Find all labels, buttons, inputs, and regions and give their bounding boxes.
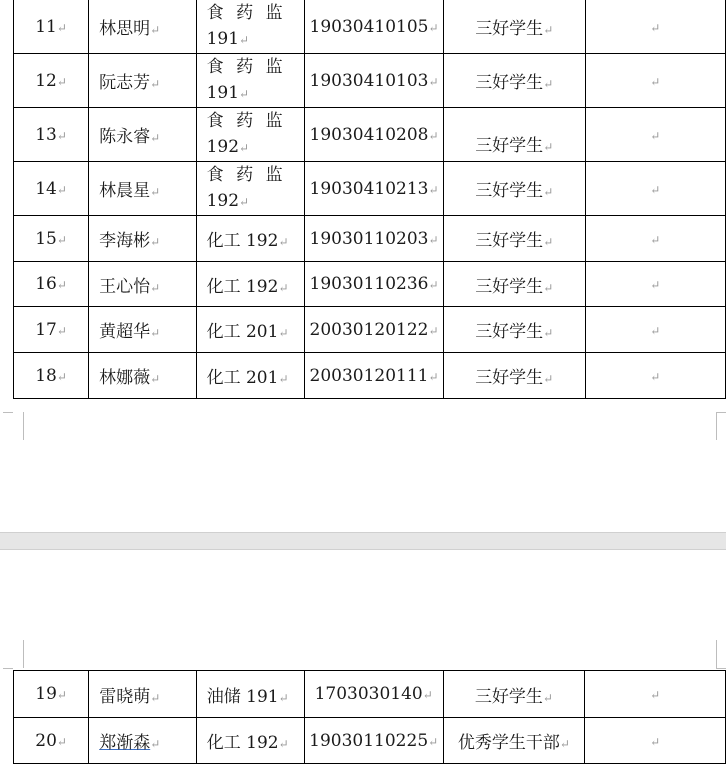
student-id: 19030410208 [309,124,429,145]
row-number: 12 [35,70,57,91]
student-name: 黄超华 [99,322,151,342]
class-name: 化工 201 [206,368,279,388]
paragraph-mark: ↵ [428,20,439,35]
row-number: 14 [35,178,57,199]
cell-name[interactable] [89,108,196,162]
award-title: 三好学生 [475,322,544,342]
student-id: 19030110236 [309,274,429,294]
class-char: 食 [206,111,224,131]
table-row [14,307,726,353]
cell-class[interactable] [196,162,305,216]
paragraph-mark: ↵ [239,87,250,101]
paragraph-mark: ↵ [150,372,161,386]
class-number: 192 [206,191,240,211]
student-id: 19030410103 [309,70,429,91]
class-char: 药 [236,57,254,77]
table-row [14,0,726,54]
paragraph-mark: ↵ [150,326,161,340]
paragraph-mark: ↵ [543,140,554,154]
award-title: 三好学生 [475,231,544,251]
cell-no[interactable] [14,108,89,162]
cell-note[interactable] [585,671,726,718]
cell-class[interactable] [196,262,305,307]
paragraph-mark: ↵ [543,326,554,340]
margin-corner-mark [13,412,24,440]
paragraph-mark: ↵ [543,77,554,91]
margin-corner-mark [3,412,13,413]
cell-student-id[interactable] [304,718,443,764]
cell-student-id[interactable] [305,108,444,162]
student-name: 郑渐森 [99,733,151,753]
row-number: 13 [35,124,57,145]
paragraph-mark: ↵ [543,185,554,199]
cell-name[interactable] [89,353,196,399]
cell-class[interactable] [196,671,304,718]
student-id: 19030110225 [309,730,429,751]
cell-class[interactable] [196,353,305,399]
margin-corner-mark [3,668,13,669]
cell-note[interactable] [585,307,726,353]
paragraph-mark: ↵ [239,33,250,47]
student-id: 20030120111 [309,365,429,386]
cell-no[interactable] [14,353,89,399]
award-title: 优秀学生干部 [457,733,560,753]
row-number: 16 [35,274,57,294]
award-title: 三好学生 [474,686,543,707]
cell-note[interactable] [585,162,726,216]
award-title: 三好学生 [475,181,544,201]
paragraph-mark: ↵ [150,737,161,751]
paragraph-mark: ↵ [543,372,554,386]
table-row [14,718,726,764]
cell-note[interactable] [585,108,726,162]
table-row [14,54,726,108]
cell-class[interactable] [196,718,304,764]
cell-name[interactable] [89,0,196,54]
paragraph-mark: ↵ [650,182,661,197]
student-name: 雷晓萌 [99,686,151,707]
cell-note[interactable] [585,718,726,764]
cell-name[interactable] [89,262,196,307]
paragraph-mark: ↵ [428,734,439,749]
award-title: 三好学生 [475,276,544,297]
margin-corner-mark [716,640,726,668]
student-name: 王心怡 [99,276,151,297]
paragraph-mark: ↵ [239,195,250,209]
paragraph-mark: ↵ [428,74,439,89]
cell-note[interactable] [585,353,726,399]
cell-name[interactable] [89,54,196,108]
cell-award[interactable] [443,718,585,764]
student-id: 19030410105 [309,16,429,37]
paragraph-mark: ↵ [56,128,67,143]
table-row [14,353,726,399]
cell-no[interactable] [14,262,89,307]
award-table-bottom [13,670,726,764]
paragraph-mark: ↵ [650,128,661,143]
row-number: 15 [35,228,57,249]
student-name: 林晨星 [99,181,151,201]
cell-class[interactable] [196,108,305,162]
cell-no[interactable] [14,671,89,718]
student-name: 林思明 [99,19,151,39]
student-id: 19030410213 [309,178,429,199]
paragraph-mark: ↵ [428,232,439,247]
paragraph-mark: ↵ [56,688,67,702]
paragraph-mark: ↵ [428,369,439,384]
paragraph-mark: ↵ [150,690,161,705]
class-char: 药 [236,3,254,23]
paragraph-mark: ↵ [650,323,661,338]
award-title: 三好学生 [475,136,544,156]
cell-award[interactable] [443,262,585,307]
cell-class[interactable] [196,216,305,262]
row-number: 20 [35,730,57,751]
paragraph-mark: ↵ [56,20,67,35]
cell-no[interactable] [14,216,89,262]
paragraph-mark: ↵ [428,128,439,143]
paragraph-mark: ↵ [56,182,67,197]
cell-class[interactable] [196,0,305,54]
paragraph-mark: ↵ [422,688,433,702]
paragraph-mark: ↵ [56,369,67,384]
cell-student-id[interactable] [305,54,444,108]
cell-note[interactable] [585,216,726,262]
table-row [14,262,726,307]
document-page-bottom [0,550,726,767]
paragraph-mark: ↵ [278,235,289,249]
table-row [14,108,726,162]
award-title: 三好学生 [475,19,544,39]
paragraph-mark: ↵ [428,323,439,338]
class-name: 化工 192 [206,276,279,297]
class-char: 食 [206,57,224,77]
paragraph-mark: ↵ [278,372,289,386]
cell-no[interactable] [14,718,89,764]
paragraph-mark: ↵ [150,77,161,91]
class-name: 化工 192 [206,733,279,753]
paragraph-mark: ↵ [428,278,439,292]
row-number: 17 [35,319,57,340]
cell-student-id[interactable] [305,216,444,262]
class-char: 监 [265,111,283,131]
paragraph-mark: ↵ [650,232,661,247]
row-number: 11 [35,16,57,37]
class-name: 化工 192 [206,231,279,251]
margin-corner-mark [13,640,24,668]
paragraph-mark: ↵ [543,23,554,37]
paragraph-mark: ↵ [56,232,67,247]
margin-corner-mark [716,668,726,669]
cell-award[interactable] [443,0,585,54]
row-number: 19 [35,684,57,704]
cell-student-id[interactable] [305,307,444,353]
paragraph-mark: ↵ [150,131,161,145]
cell-student-id[interactable] [304,671,443,718]
class-char: 监 [265,3,283,23]
paragraph-mark: ↵ [650,20,661,35]
paragraph-mark: ↵ [543,235,554,249]
row-number: 18 [35,365,57,386]
paragraph-mark: ↵ [650,688,661,702]
paragraph-mark: ↵ [278,690,289,705]
page-break-gap [0,532,726,550]
student-name: 林娜薇 [99,368,151,388]
paragraph-mark: ↵ [56,278,67,292]
cell-note[interactable] [585,54,726,108]
table-row [14,671,726,718]
cell-student-id[interactable] [305,162,444,216]
cell-student-id[interactable] [305,0,444,54]
paragraph-mark: ↵ [278,326,289,340]
student-id: 19030110203 [309,228,429,249]
cell-name[interactable] [89,307,196,353]
award-title: 三好学生 [475,73,544,93]
cell-award[interactable] [443,353,585,399]
cell-name[interactable] [89,162,196,216]
paragraph-mark: ↵ [150,185,161,199]
student-name: 李海彬 [99,231,151,251]
class-char: 监 [265,57,283,77]
table-row [14,162,726,216]
cell-note[interactable] [585,0,726,54]
cell-award[interactable] [443,162,585,216]
award-title: 三好学生 [475,368,544,388]
class-number: 192 [206,137,240,157]
cell-award[interactable] [443,108,585,162]
cell-class[interactable] [196,307,305,353]
class-char: 食 [206,165,224,185]
award-table-top [13,0,726,399]
cell-no[interactable] [14,162,89,216]
class-number: 191 [206,83,240,103]
paragraph-mark: ↵ [239,141,250,155]
cell-class[interactable] [196,54,305,108]
paragraph-mark: ↵ [428,182,439,197]
cell-no[interactable] [14,307,89,353]
cell-no[interactable] [14,0,89,54]
student-name: 陈永睿 [99,127,151,147]
cell-student-id[interactable] [305,353,444,399]
paragraph-mark: ↵ [56,323,67,338]
paragraph-mark: ↵ [650,369,661,384]
paragraph-mark: ↵ [650,734,661,749]
paragraph-mark: ↵ [150,280,161,295]
cell-award[interactable] [443,671,585,718]
student-id: 20030120122 [309,319,429,340]
cell-name[interactable] [89,216,196,262]
cell-name[interactable] [89,718,197,764]
cell-student-id[interactable] [305,262,444,307]
cell-award[interactable] [443,54,585,108]
paragraph-mark: ↵ [56,74,67,89]
class-char: 监 [265,165,283,185]
class-name: 油储 191 [206,686,279,707]
paragraph-mark: ↵ [278,737,289,751]
cell-award[interactable] [443,216,585,262]
paragraph-mark: ↵ [543,280,554,295]
table-row [14,216,726,262]
margin-corner-mark [716,412,726,440]
cell-award[interactable] [443,307,585,353]
class-number: 191 [206,29,240,49]
student-id: 1703030140 [314,684,423,704]
paragraph-mark: ↵ [56,734,67,749]
paragraph-mark: ↵ [278,280,289,295]
class-char: 药 [236,111,254,131]
student-name: 阮志芳 [99,73,151,93]
paragraph-mark: ↵ [150,23,161,37]
paragraph-mark: ↵ [650,278,661,292]
paragraph-mark: ↵ [559,737,570,751]
paragraph-mark: ↵ [542,690,553,705]
class-char: 药 [236,165,254,185]
cell-no[interactable] [14,54,89,108]
paragraph-mark: ↵ [150,235,161,249]
class-name: 化工 201 [206,322,279,342]
paragraph-mark: ↵ [650,74,661,89]
cell-note[interactable] [585,262,726,307]
cell-name[interactable] [89,671,197,718]
class-char: 食 [206,3,224,23]
